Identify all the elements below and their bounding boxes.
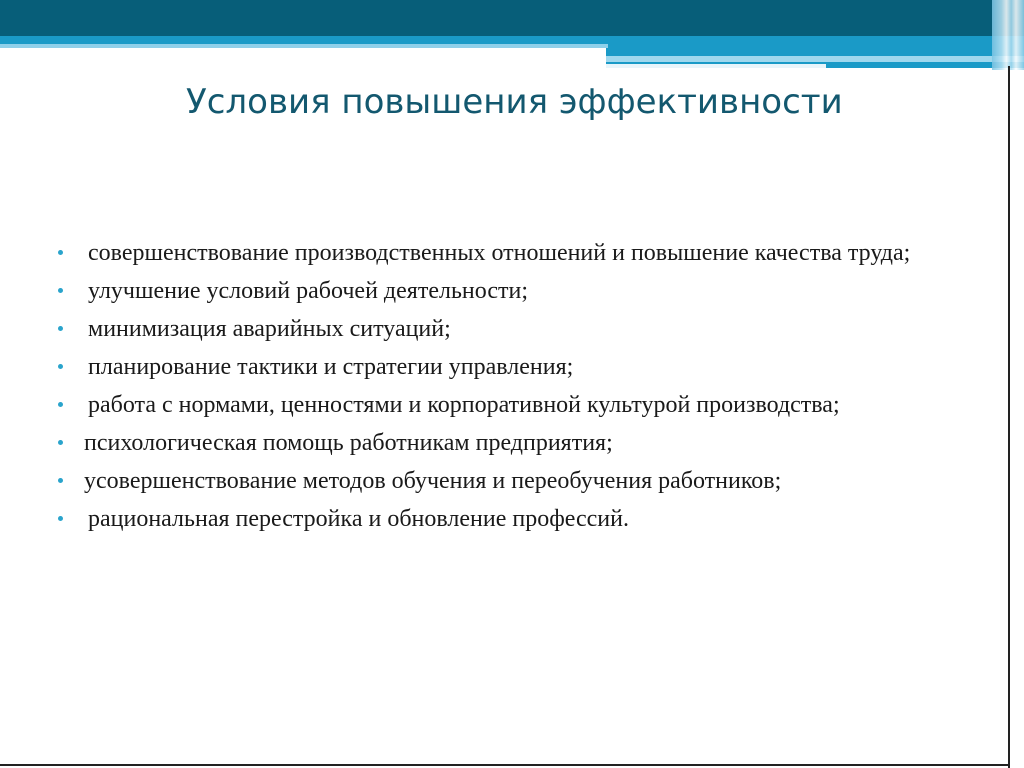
bullet-item [52, 466, 952, 496]
header-right-strip [992, 0, 1024, 70]
bullet-item [52, 352, 952, 382]
bullet-item [52, 314, 952, 344]
header-band-dark [0, 0, 1024, 36]
header-band-light [0, 44, 608, 48]
bullet-text: усовершенствование методов обучения и переобучения работников; [84, 468, 782, 494]
bullet-text: работа с нормами, ценностями и корпоративной культурой производства; [88, 392, 840, 418]
bullet-list [52, 238, 952, 542]
bullet-item [52, 428, 952, 458]
bullet-text: улучшение условий рабочей деятельности; [88, 278, 528, 304]
frame-bottom-edge [0, 764, 1010, 766]
bullet-item [52, 390, 952, 420]
bullet-dot-icon [58, 478, 63, 483]
header-band-step-highlight [606, 64, 826, 68]
bullet-text: минимизация аварийных ситуаций; [88, 316, 451, 342]
bullet-text: совершенствование производственных отношений и повышение качества труда; [88, 240, 911, 266]
bullet-dot-icon [58, 402, 63, 407]
frame-right-edge [1008, 66, 1010, 768]
bullet-dot-icon [58, 516, 63, 521]
header-band-step-light [606, 56, 1024, 62]
bullet-dot-icon [58, 440, 63, 445]
bullet-dot-icon [58, 250, 63, 255]
bullet-text: планирование тактики и стратегии управления; [88, 354, 574, 380]
bullet-dot-icon [58, 326, 63, 331]
bullet-text: рациональная перестройка и обновление профессий. [88, 506, 629, 532]
slide-title: Условия повышения эффективности [186, 82, 843, 122]
bullet-dot-icon [58, 288, 63, 293]
bullet-dot-icon [58, 364, 63, 369]
bullet-item [52, 504, 952, 534]
bullet-item [52, 238, 952, 268]
bullet-item [52, 276, 952, 306]
bullet-text: психологическая помощь работникам предприятия; [84, 430, 613, 456]
